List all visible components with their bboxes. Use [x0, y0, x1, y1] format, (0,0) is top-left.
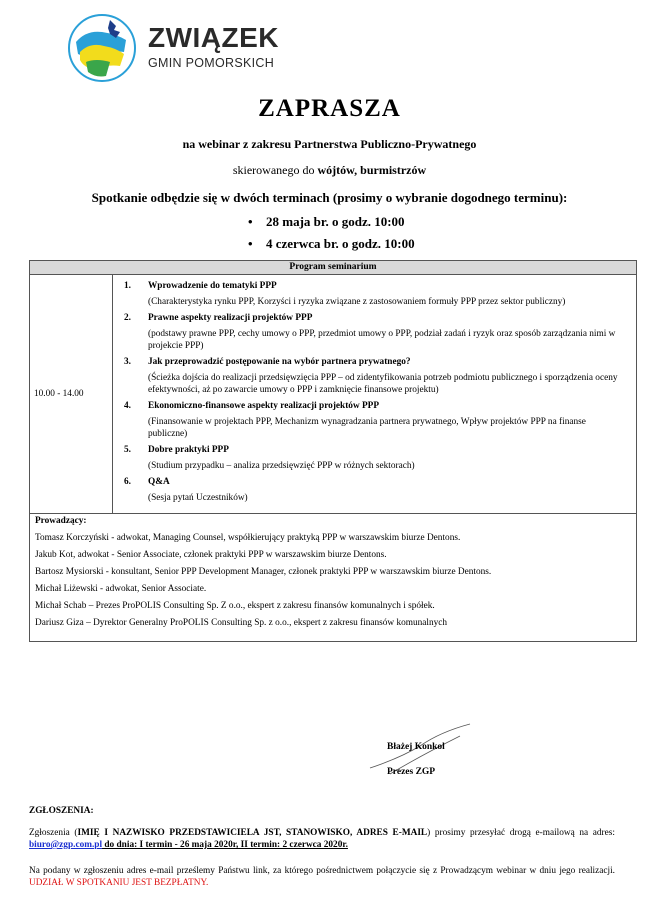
item-description: (podstawy prawne PPP, cechy umowy o PPP, przedmiot umowy o PPP, podział zadań i ryzyk oraz sposób zarządzania nimi w projekcie PPP): [148, 329, 616, 351]
item-heading: Prawne aspekty realizacji projektów PPP: [148, 313, 313, 323]
meeting-line: Spotkanie odbędzie się w dwóch terminach (prosimy o wybranie dogodnego terminu):: [91, 190, 568, 205]
registration-paragraph: [29, 827, 615, 851]
speaker-entry: Dariusz Giza – Dyrektor Generalny ProPOLIS Consulting Sp. z o.o., ekspert z zakresu finansów komunalnych: [35, 618, 448, 628]
bullet-icon: •: [248, 236, 253, 251]
signature-name: Błażej Konkol: [387, 742, 445, 752]
item-number: 3.: [124, 357, 131, 367]
item-description: (Studium przypadku – analiza przedsięwzięć PPP w różnych sektorach): [148, 461, 415, 471]
intro-line: na webinar z zakresu Partnerstwa Publiczno-Prywatnego: [182, 137, 477, 151]
program-table: [29, 260, 637, 642]
item-heading: Wprowadzenie do tematyki PPP: [148, 281, 277, 291]
logo-name-line1: ZWIĄZEK: [148, 22, 280, 53]
item-heading: Q&A: [148, 477, 170, 487]
item-description: (Ścieżka dojścia do realizacji przedsięwzięcia PPP – od zidentyfikowania potrzeb podmiotu publicznego i sporządzenia oceny efektywności, aż po zawarcie umowy o PPP i zamknięcie finansowe projektu): [148, 373, 618, 395]
item-number: 5.: [124, 445, 131, 455]
registration-label: ZGŁOSZENIA:: [29, 806, 94, 816]
program-header: Program seminarium: [30, 261, 637, 275]
pomerania-map-griffin-icon: [66, 12, 138, 84]
zgp-logo: [66, 12, 280, 84]
speaker-entry: Jakub Kot, adwokat - Senior Associate, członek praktyki PPP w warszawskim biurze Dentons.: [35, 550, 387, 560]
program-item: [124, 281, 626, 308]
program-item: [124, 401, 626, 440]
speaker-entry: Bartosz Mysiorski - konsultant, Senior PPP Development Manager, członek praktyki PPP w warszawskim biurze Dentons.: [35, 567, 492, 577]
speaker-entry: Michał Schab – Prezes ProPOLIS Consulting Sp. Z o.o., ekspert z zakresu finansów komunalnych i spółek.: [35, 601, 435, 611]
invitation-title: ZAPRASZA: [258, 95, 401, 122]
program-items-cell: [113, 275, 637, 514]
program-item: [124, 357, 626, 396]
bullet-icon: •: [248, 214, 253, 229]
item-heading: Ekonomiczno-finansowe aspekty realizacji projektów PPP: [148, 401, 380, 411]
speakers-label: Prowadzący:: [35, 516, 87, 526]
program-item: [124, 445, 626, 472]
audience-line: [0, 163, 659, 178]
program-list: [113, 275, 636, 513]
reg-text-b: ) prosimy przesyłać drogą e-mailową na adres:: [427, 828, 615, 838]
program-item: [124, 477, 626, 504]
item-heading: Dobre praktyki PPP: [148, 445, 229, 455]
email-link[interactable]: biuro@zgp.com.pl: [29, 840, 103, 850]
item-heading: Jak przeprowadzić postępowanie na wybór partnera prywatnego?: [148, 357, 411, 367]
signature-role: Prezes ZGP: [387, 767, 436, 777]
item-description: (Sesja pytań Uczestników): [148, 493, 248, 503]
speakers-cell: [30, 514, 637, 642]
program-time: 10.00 - 14.00: [30, 275, 113, 514]
item-number: 4.: [124, 401, 131, 411]
item-number: 2.: [124, 313, 131, 323]
item-description: (Charakterystyka rynku PPP, Korzyści i ryzyka związane z zastosowaniem formuły PPP przez sektor publiczny): [148, 297, 566, 307]
program-item: [124, 313, 626, 352]
term-text: 4 czerwca br. o godz. 10:00: [266, 236, 415, 251]
term-text: 28 maja br. o godz. 10:00: [266, 214, 405, 229]
audience-prefix: skierowanego do: [232, 163, 318, 177]
reg-deadlines: do dnia: I termin - 26 maja 2020r, II termin: 2 czerwca 2020r.: [102, 840, 348, 850]
free-participation-note: UDZIAŁ W SPOTKANIU JEST BEZPŁATNY.: [29, 878, 209, 888]
link-info-paragraph: [29, 865, 615, 889]
speaker-entry: Michał Liżewski - adwokat, Senior Associate.: [35, 584, 207, 594]
audience-bold: wójtów, burmistrzów: [317, 163, 427, 177]
item-number: 6.: [124, 477, 131, 487]
speaker-entry: Tomasz Korczyński - adwokat, Managing Counsel, współkierujący praktyką PPP w warszawskim biurze Dentons.: [35, 533, 461, 543]
reg-required-fields: IMIĘ I NAZWISKO PRZEDSTAWICIELA JST, STANOWISKO, ADRES E-MAIL: [77, 828, 428, 838]
reg-text-a: Zgłoszenia (: [29, 828, 78, 838]
link-info-text: Na podany w zgłoszeniu adres e-mail prześlemy Państwu link, za którego pośrednictwem połączycie się z Prowadzącym webinar w dniu jego realizacji.: [29, 866, 615, 876]
logo-name-line2: GMIN POMORSKICH: [148, 56, 275, 70]
item-number: 1.: [124, 281, 131, 291]
item-description: (Finansowanie w projektach PPP, Mechanizm wynagradzania partnera prywatnego, Wpływ projektów PPP na finanse publiczne): [148, 417, 586, 439]
